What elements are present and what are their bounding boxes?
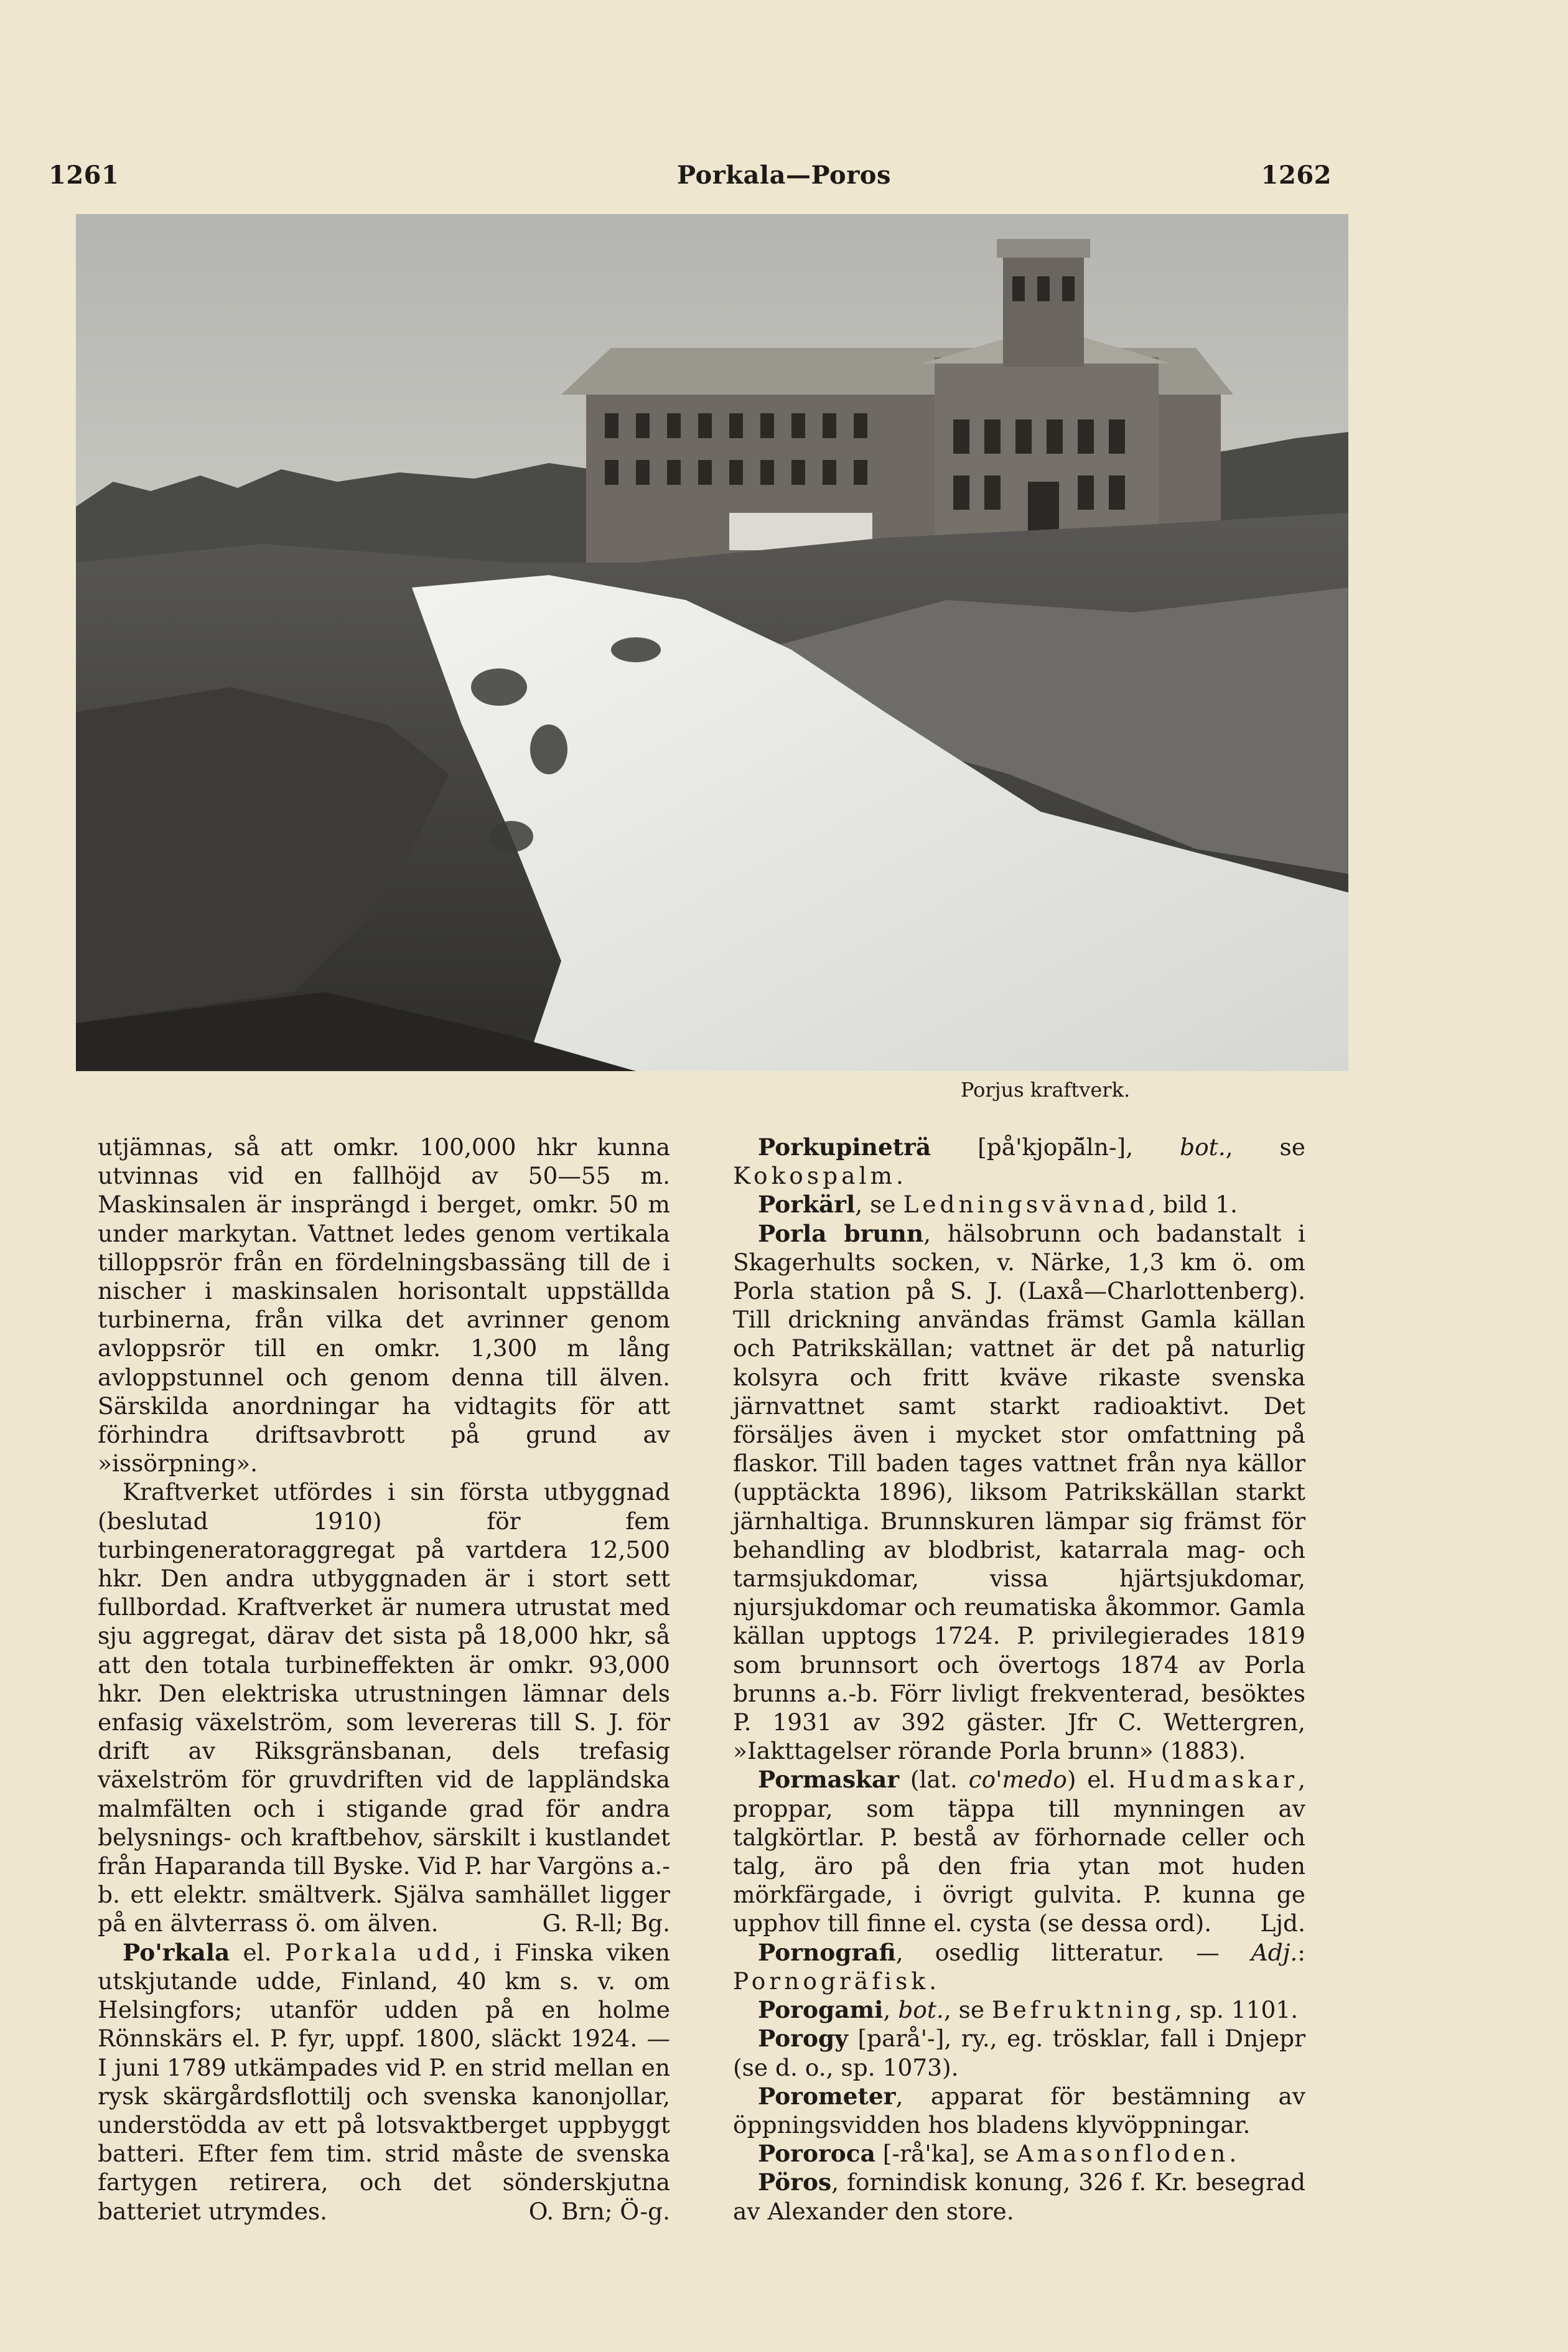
porkupinetra-bot: bot. [1180,1133,1226,1161]
pormaskar-headword: Pormaskar [758,1766,900,1794]
porla-headword: Porla brunn [758,1219,924,1247]
entry-porogy [733,2024,1305,2081]
pormaskar-latin: co'medo [968,1766,1067,1794]
kraftverket-text: Kraftverket utfördes i sin första utbyggnad (beslutad 1910) för fem turbingeneratoraggregat på vartdera 12,500 hkr. Den andra utbyggnaden är i stort sett fullbordad. Kraftverket är numera utrustat med sju aggregat, därav det sista på 18,000 hkr, så att den totala turbineffekten är omkr. 93,000 hkr. Den elektriska utrustningen lämnar dels enfasig växelström, som levereras till S. J. för drift av Riksgränsbanan, dels trefasig växelström för gruvdriften vid de lappländska malmfälten och i stigande grad för andra belysnings- och kraftbehov, särskilt i kustlandet från Haparanda till Byske. Vid P. har Vargöns a.-b. ett elektr. smältverk. Själva samhället ligger på en älvterrass ö. om älven. [98,1478,670,1937]
poros-body: , fornindisk konung, 326 f. Kr. besegrad av Alexander den store. [733,2168,1305,2225]
pornografi-body: , osedlig litteratur. — [895,1938,1251,1966]
porometer-body: , apparat för bestämning av öppningsvidden hos bladens klyvöppningar. [733,2082,1305,2139]
porogami-ref: Befruktning [992,1996,1175,2024]
porkala-headword: Po'rkala [123,1938,230,1966]
porogy-headword: Porogy [758,2025,848,2053]
kraftverket-signature: G. R-ll; Bg. [542,1909,670,1937]
pornografi-colon: : [1297,1938,1305,1966]
entry-porogami [733,1995,1305,2024]
left-page-number: 1261 [49,161,119,190]
entry-porometer [733,2082,1305,2139]
porometer-headword: Porometer [758,2082,896,2110]
porkala-body: , i Finska viken utskjutande udde, Finland, 40 km s. v. om Helsingfors; utanför udden på en holme Rönnskärs el. P. fyr, uppf. 1800, släckt 1924. — I juni 1789 utkämpades vid P. en strid mellan en rysk skärgårdsflottilj och svenska kanonjollar, understödda av ett på lotsvaktberget uppbyggt batteri. Efter fem tim. strid måste de svenska fartygen retirera, och det sönderskjutna batteriet utrymdes. [98,1938,670,2225]
porkupinetra-ref: Kokospalm [733,1162,897,1190]
porogy-body: [parå'-], ry., eg. trösklar, fall i Dnjepr (se d. o., sp. 1073). [733,2025,1305,2081]
page-header [0,0,1568,224]
pormaskar-a: (lat. [899,1766,969,1794]
left-column [98,1133,670,2226]
pornografi-adj: Adj. [1251,1938,1298,1966]
porkupinetra-end: . [896,1162,903,1190]
pormaskar-ref: Hudmaskar [1127,1766,1299,1794]
figure-caption: Porjus kraftverk. [960,1078,1131,1102]
right-column [733,1133,1305,2226]
porkarl-headword: Porkärl [758,1191,856,1219]
pororoca-body: [-rå'ka], se [875,2140,1017,2168]
entry-pororoca [733,2139,1305,2168]
porogami-bot: bot. [898,1996,944,2024]
pornografi-end: . [929,1967,936,1995]
porla-body: , hälsobrunn och badanstalt i Skagerhults socken, v. Närke, 1,3 km ö. om Porla station på S. J. (Laxå—Charlottenberg). Till drickning användas främst Gamla källan och Patrikskällan; vattnet är det på naturlig kolsyra och fritt kväve rikaste svenska järnvattnet samt starkt radioaktivt. Det försäljes även i mycket stor omfattning på flaskor. Till baden tages vattnet från nya källor (upptäckta 1896), liksom Patrikskällan starkt järnhaltiga. Brunnskuren lämpar sig främst för behandling av blodbrist, katarrala mag- och tarmsjukdomar, vissa hjärtsjukdomar, njursjukdomar och reumatiska åkommor. Gamla källan upptogs 1724. P. privilegierades 1819 som brunnsort och övertogs 1874 av Porla brunns a.-b. Förr livligt frekventerad, besöktes P. 1931 av 392 gäster. Jfr C. Wettergren, »Iakttagelser rörande Porla brunn» (1883). [733,1219,1305,1765]
entry-porla-brunn [733,1219,1305,1766]
porogami-a: , [883,1996,898,2024]
pororoca-end: . [1229,2140,1237,2168]
running-title: Porkala—Poros [677,161,891,190]
porkarl-ref: Ledningsvävnad [903,1191,1149,1219]
entry-porkarl [733,1190,1305,1219]
porkupinetra-pronunciation: [på'kjopä̆ln-], [931,1133,1180,1161]
pororoca-headword: Pororoca [758,2140,875,2168]
porkarl-se: , se [855,1191,903,1219]
porogami-headword: Porogami [758,1996,884,2024]
pormaskar-signature: Ljd. [1260,1909,1305,1937]
entry-porkupinetra [733,1133,1305,1190]
entry-poros [733,2168,1305,2225]
porkupinetra-headword: Porkupineträ [758,1133,931,1161]
entry-porkala [98,1938,670,2226]
kraftverket-paragraph [98,1478,670,1937]
pornografi-ref: Pornogräfisk [733,1967,930,1995]
waterfall-powerstation-photo [76,214,1348,1071]
porkala-connector: el. [230,1938,285,1966]
pormaskar-body: , proppar, som täppa till mynningen av talgkörtlar. P. bestå av förhornade celler och talg, äro på den fria ytan mot huden mörkfärgade, i övrigt gulvita. P. kunna ge upphov till finne el. cysta (se dessa ord). [733,1766,1306,1937]
porkupinetra-se: , se [1225,1133,1305,1161]
porkala-signature: O. Brn; Ö-g. [528,2197,670,2225]
pornografi-headword: Pornografi [758,1938,896,1966]
photo-illustration [76,214,1348,1071]
porogami-end: , sp. 1101. [1174,1996,1299,2024]
porjus-continuation-paragraph: utjämnas, så att omkr. 100,000 hkr kunna utvinnas vid en fallhöjd av 50—55 m. Maskinsalen är insprängd i berget, omkr. 50 m under markytan. Vattnet ledes genom vertikala tilloppsrör från en fördelningsbassäng till de i nischer i maskinsalen horisontalt uppställda turbinerna, från vilka det avrinner genom avloppsrör till en omkr. 1,300 m lång avloppstunnel och genom denna till älven. Särskilda anordningar ha vidtagits för att förhindra driftsavbrott på grund av »issörpning». [98,1133,670,1478]
porkarl-end: , bild 1. [1148,1191,1238,1219]
right-page-number: 1262 [1261,161,1332,190]
entry-pormaskar [733,1765,1305,1937]
porkala-spaced-name: Porkala udd [284,1938,474,1966]
entry-pornografi [733,1938,1305,1995]
poros-headword: Pöros [758,2168,832,2196]
porogami-b: , se [943,1996,992,2024]
pororoca-ref: Amasonfloden [1016,2140,1230,2168]
pormaskar-b: ) el. [1066,1766,1127,1794]
